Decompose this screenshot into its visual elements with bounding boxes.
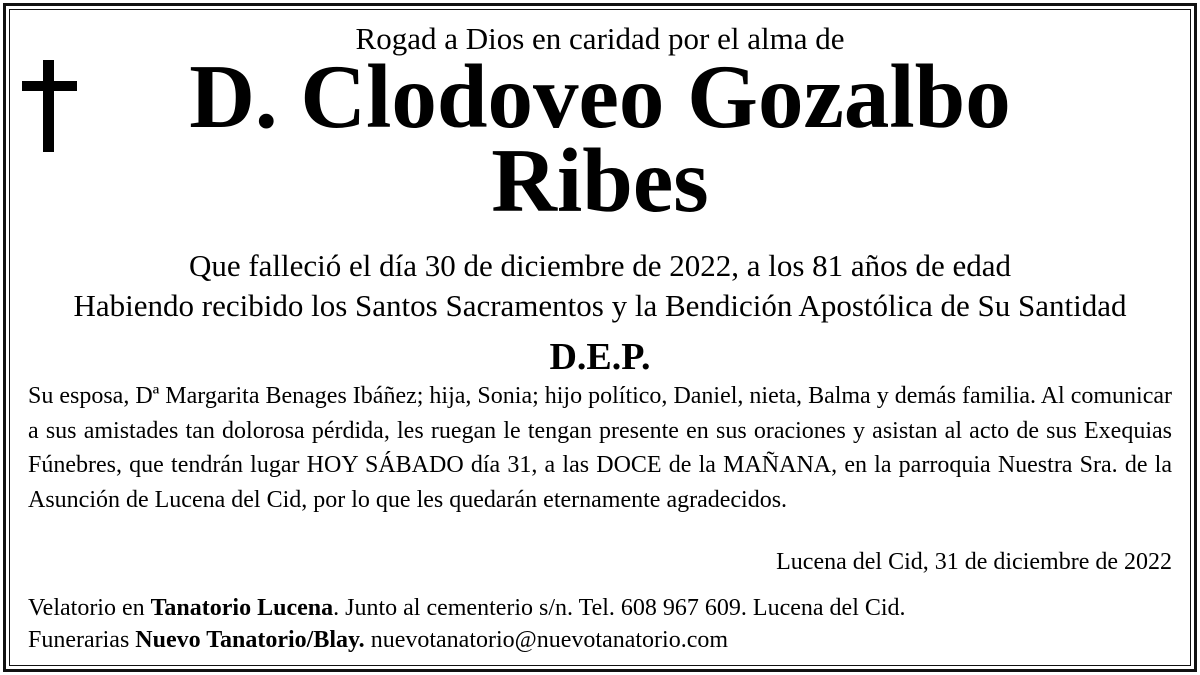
wake-details: . Junto al cementerio s/n. Tel. 608 967 609. Lucena del Cid. [333, 595, 906, 621]
funeral-email: nuevotanatorio@nuevotanatorio.com [364, 627, 729, 653]
wake-info [28, 592, 906, 624]
family-announcement: Su esposa, Dª Margarita Benages Ibáñez; hija, Sonia; hijo político, Daniel, nieta, Balma y demás familia. Al comunicar a sus amistades tan dolorosa pérdida, les ruegan le tengan presente en sus oraciones y asistan al acto de sus Exequias Fúnebres, que tendrán lugar HOY SÁBADO día 31, a las DOCE de la MAÑANA, en la parroquia Nuestra Sra. de la Asunción de Lucena del Cid, por lo que les quedarán eternamente agradecidos. [28, 383, 1172, 513]
wake-prefix: Velatorio en [28, 595, 151, 621]
funeral-home-name: Nuevo Tanatorio/Blay. [135, 627, 365, 653]
deceased-name [0, 46, 1200, 231]
dateline: Lucena del Cid, 31 de diciembre de 2022 [776, 549, 1172, 575]
deceased-name-line-2: Ribes [491, 130, 709, 231]
sacraments-line: Habiendo recibido los Santos Sacramentos y la Bendición Apostólica de Su Santidad [73, 288, 1127, 323]
wake-place: Tanatorio Lucena [150, 595, 334, 621]
funeral-home-info [28, 624, 728, 656]
death-info: Que falleció el día 30 de diciembre de 2022, a los 81 años de edad [188, 248, 1012, 283]
deceased-name-line-1: D. Clodoveo Gozalbo [189, 46, 1011, 147]
funeral-prefix: Funerarias [28, 627, 136, 653]
dep-heading: D.E.P. [549, 336, 651, 378]
intro-line: Rogad a Dios en caridad por el alma de [355, 21, 845, 56]
